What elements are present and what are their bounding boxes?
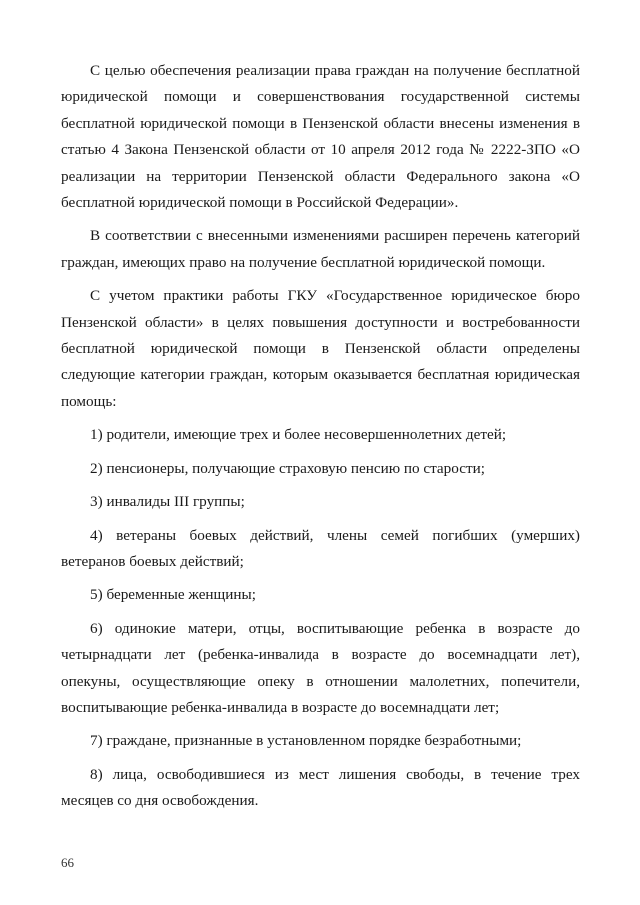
intro-paragraph: С целью обеспечения реализации права граждан на получение бесплатной юридической помощи и совершенствования государственной системы бесплатной юридической помощи в Пензенской области внесены изменения в статью 4 Закона Пензенской области от 10 апреля 2012 года № 2222-ЗПО «О реализации на территории Пензенской области Федерального закона «О бесплатной юридической помощи в Российской Федерации».	[61, 62, 580, 212]
list-item: 7) граждане, признанные в установленном порядке безработными;	[90, 732, 522, 750]
categories-intro-paragraph: С учетом практики работы ГКУ «Государственное юридическое бюро Пензенской области» в целях повышения доступности и востребованности бесплатной юридической помощи в Пензенской области определены следующие категории граждан, которым оказывается бесплатная юридическая помощь:	[61, 287, 580, 410]
document-body	[61, 58, 580, 822]
list-item: 8) лица, освободившиеся из мест лишения свободы, в течение трех месяцев со дня освобождения.	[61, 765, 580, 810]
list-item: 6) одинокие матери, отцы, воспитывающие ребенка в возрасте до четырнадцати лет (ребенка-инвалида в возрасте до восемнадцати лет), опекуны, осуществляющие опеку в отношении малолетних, попечители, воспитывающие ребенка-инвалида в возрасте до восемнадцати лет;	[61, 619, 580, 716]
list-item: 5) беременные женщины;	[90, 586, 256, 604]
page-number: 66	[61, 855, 74, 870]
expansion-paragraph: В соответствии с внесенными изменениями расширен перечень категорий граждан, имеющих право на получение бесплатной юридической помощи.	[61, 227, 580, 271]
list-item: 1) родители, имеющие трех и более несовершеннолетних детей;	[90, 426, 507, 444]
list-item: 2) пенсионеры, получающие страховую пенсию по старости;	[90, 459, 485, 477]
list-item: 4) ветераны боевых действий, члены семей погибших (умерших) ветеранов боевых действий;	[61, 526, 580, 570]
list-item: 3) инвалиды III группы;	[90, 493, 245, 511]
